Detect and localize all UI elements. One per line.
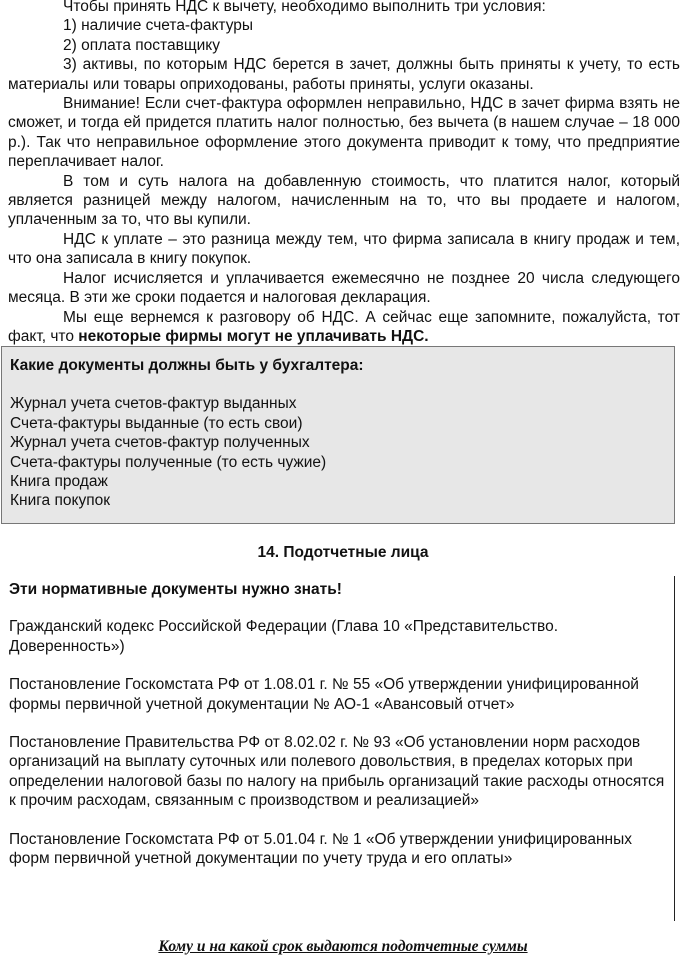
accountant-documents-title: Какие документы должны быть у бухгалтера: [10, 357, 364, 374]
regulation-item: Постановление Госкомстата РФ от 5.01.04 г. № 1 «Об утверждении унифицированных форм первичной учетной документации по учету труда и его оплаты» [9, 830, 632, 868]
vat-intro-text [8, 0, 680, 346]
vat-return-paragraph [8, 308, 680, 347]
vat-payable-paragraph: НДС к уплате – это разница между тем, что фирма записала в книгу продаж и тем, что она записала в книгу покупок. [8, 230, 680, 268]
document-list-item: Журнал учета счетов-фактур полученных [10, 434, 310, 452]
document-list-item: Книга покупок [10, 492, 111, 510]
subsection-heading: Кому и на какой срок выдаются подотчетные суммы [158, 938, 528, 955]
vat-conditions-intro: Чтобы принять НДС к вычету, необходимо выполнить три условия: [63, 0, 546, 15]
accountant-documents-box [1, 346, 675, 524]
vat-return-text: Мы еще вернемся к разговору об НДС. А сейчас еще запомните, пожалуйста, тот факт, что [8, 308, 680, 345]
vat-monthly-paragraph: Налог исчисляется и уплачивается ежемесячно не позднее 20 числа следующего месяца. В эти же сроки подается и налоговая декларация. [8, 269, 680, 307]
regulation-item: Гражданский кодекс Российской Федерации (Глава 10 «Представительство. Доверенность») [9, 618, 559, 655]
regulation-item: Постановление Правительства РФ от 8.02.02 г. № 93 «Об установлении норм расходов организаций на выплату суточных или полевого довольствия, в пределах которых при определении налоговой базы по налогу на прибыль организаций такие расходы относятся к прочим расходам, связанным с производством и реализацией» [9, 734, 665, 810]
document-list-item: Книга продаж [10, 473, 108, 491]
vat-warning-paragraph: Внимание! Если счет-фактура оформлен неправильно, НДС в зачет фирма взять не сможет, и тогда ей придется платить налог полностью, без вычета (в нашем случае – 18 000 р.). Так что неправильное оформление этого документа приводит к тому, что предприятие переплачивает налог. [8, 95, 680, 171]
regulations-box [1, 576, 675, 921]
document-list-item: Счета-фактуры полученные (то есть чужие) [10, 453, 327, 471]
document-list-item: Счета-фактуры выданные (то есть свои) [10, 414, 303, 432]
vat-return-end: . [424, 327, 429, 345]
vat-essence-paragraph: В том и суть налога на добавленную стоимость, что платится налог, который является разницей между налогом, начисленным на то, что вы продаете и налогом, уплаченным за то, что вы купили. [8, 172, 680, 229]
regulations-title: Эти нормативные документы нужно знать! [9, 581, 342, 598]
regulation-item: Постановление Госкомстата РФ от 1.08.01 г. № 55 «Об утверждении унифицированной формы первичной учетной документации № АО-1 «Авансовый отчет» [9, 676, 639, 713]
vat-condition-3: 3) активы, по которым НДС берется в зачет, должны быть приняты к учету, то есть материалы или товары оприходованы, работы приняты, услуги оказаны. [8, 56, 680, 93]
section-heading: 14. Подотчетные лица [257, 544, 429, 561]
vat-condition-1: 1) наличие счета-фактуры [63, 17, 254, 35]
vat-condition-2: 2) оплата поставщику [63, 36, 220, 54]
vat-exempt-highlight: некоторые фирмы могут не уплачивать НДС [78, 327, 425, 345]
document-list-item: Журнал учета счетов-фактур выданных [10, 395, 297, 413]
